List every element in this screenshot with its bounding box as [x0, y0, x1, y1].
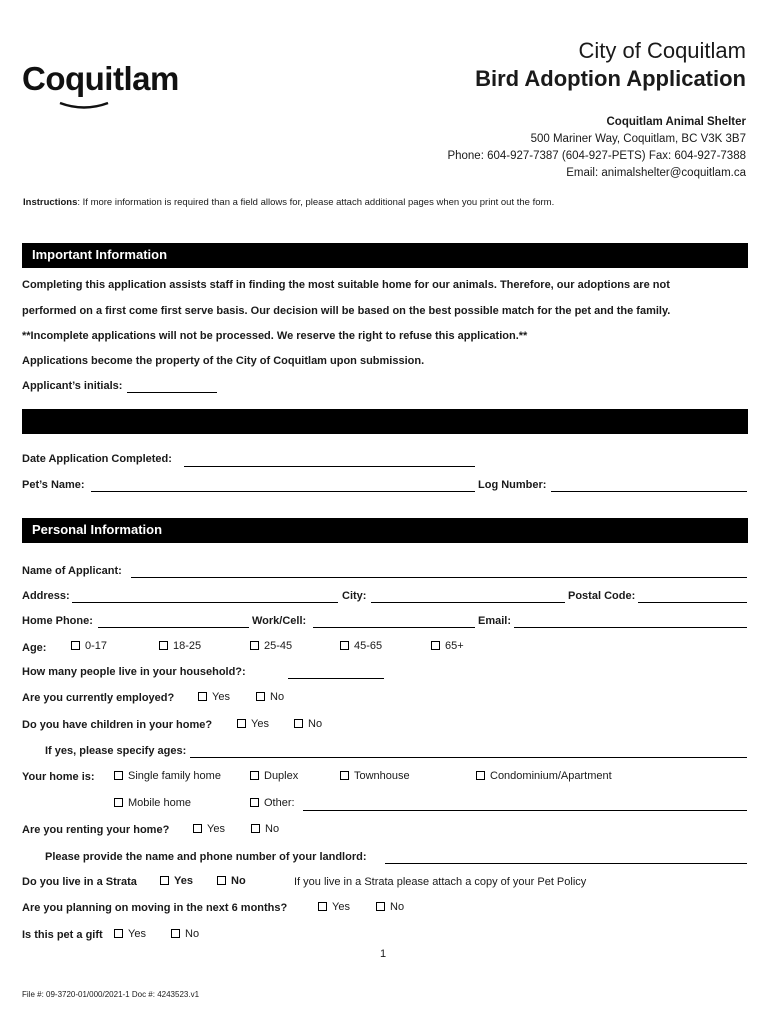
- strata-no[interactable]: No: [217, 875, 246, 887]
- city-field[interactable]: [371, 602, 565, 603]
- age-label: Age:: [22, 642, 47, 654]
- checkbox-icon[interactable]: [340, 641, 349, 650]
- checkbox-icon[interactable]: [376, 902, 385, 911]
- page-number: 1: [380, 948, 387, 960]
- renting-yes[interactable]: Yes: [193, 823, 225, 835]
- renting-no[interactable]: No: [251, 823, 279, 835]
- household-label: How many people live in your household?:: [22, 666, 246, 678]
- children-no[interactable]: No: [294, 718, 322, 730]
- shelter-phone: Phone: 604-927-7387 (604-927-PETS) Fax: 604-927-7388: [447, 150, 746, 162]
- home-type-label: Your home is:: [22, 771, 95, 783]
- applicant-name-label: Name of Applicant:: [22, 565, 122, 577]
- pet-name-field[interactable]: [91, 491, 475, 492]
- checkbox-icon[interactable]: [114, 929, 123, 938]
- landlord-label: Please provide the name and phone number of your landlord:: [45, 851, 367, 863]
- children-ages-field[interactable]: [190, 757, 747, 758]
- home-other-field[interactable]: [303, 810, 747, 811]
- email-label: Email:: [478, 615, 512, 627]
- age-option-18-25[interactable]: 18-25: [159, 640, 201, 652]
- strata-yes[interactable]: Yes: [160, 875, 193, 887]
- household-field[interactable]: [288, 678, 384, 679]
- important-line-3: **Incomplete applications will not be processed. We reserve the right to refuse this application.**: [22, 330, 528, 342]
- home-duplex[interactable]: Duplex: [250, 770, 298, 782]
- logo-swoosh-icon: [58, 100, 110, 110]
- checkbox-icon[interactable]: [198, 692, 207, 701]
- strata-label: Do you live in a Strata: [22, 876, 137, 888]
- checkbox-icon[interactable]: [256, 692, 265, 701]
- checkbox-icon[interactable]: [251, 824, 260, 833]
- postal-code-label: Postal Code:: [568, 590, 636, 602]
- gift-no[interactable]: No: [171, 928, 199, 940]
- application-bar: [22, 409, 748, 434]
- checkbox-icon[interactable]: [250, 641, 259, 650]
- page-title: Bird Adoption Application: [475, 66, 746, 91]
- checkbox-icon[interactable]: [217, 876, 226, 885]
- log-number-label: Log Number:: [478, 479, 547, 491]
- moving-no[interactable]: No: [376, 901, 404, 913]
- pet-name-label: Pet’s Name:: [22, 479, 85, 491]
- home-phone-label: Home Phone:: [22, 615, 93, 627]
- header-city: City of Coquitlam: [578, 38, 746, 63]
- home-other[interactable]: Other:: [250, 797, 295, 809]
- important-line-1: Completing this application assists staff in finding the most suitable home for our animals. Therefore, our adoptions are not: [22, 279, 670, 291]
- children-label: Do you have children in your home?: [22, 719, 213, 731]
- checkbox-icon[interactable]: [431, 641, 440, 650]
- renting-label: Are you renting your home?: [22, 824, 170, 836]
- personal-info-bar: [22, 518, 748, 543]
- age-option-25-45[interactable]: 25-45: [250, 640, 292, 652]
- checkbox-icon[interactable]: [340, 771, 349, 780]
- shelter-email: Email: animalshelter@coquitlam.ca: [566, 167, 746, 179]
- date-field[interactable]: [184, 466, 475, 467]
- city-label: City:: [342, 590, 367, 602]
- initials-field[interactable]: [127, 392, 217, 393]
- applicant-name-field[interactable]: [131, 577, 747, 578]
- employed-yes[interactable]: Yes: [198, 691, 230, 703]
- instructions: [23, 197, 554, 208]
- strata-note: If you live in a Strata please attach a copy of your Pet Policy: [294, 876, 587, 888]
- date-label: Date Application Completed:: [22, 453, 172, 465]
- personal-info-heading: Personal Information: [32, 522, 163, 537]
- shelter-name: Coquitlam Animal Shelter: [606, 116, 746, 128]
- children-yes[interactable]: Yes: [237, 718, 269, 730]
- initials-label: Applicant’s initials:: [22, 380, 123, 392]
- home-phone-field[interactable]: [98, 627, 249, 628]
- checkbox-icon[interactable]: [114, 771, 123, 780]
- important-line-2: performed on a first come first serve basis. Our decision will be based on the best possible match for the pet and the family.: [22, 305, 671, 317]
- email-field[interactable]: [514, 627, 747, 628]
- checkbox-icon[interactable]: [294, 719, 303, 728]
- checkbox-icon[interactable]: [476, 771, 485, 780]
- gift-yes[interactable]: Yes: [114, 928, 146, 940]
- file-reference: File #: 09-3720-01/000/2021-1 Doc #: 4243523.v1: [22, 990, 200, 999]
- checkbox-icon[interactable]: [171, 929, 180, 938]
- age-option-45-65[interactable]: 45-65: [340, 640, 382, 652]
- shelter-address: 500 Mariner Way, Coquitlam, BC V3K 3B7: [530, 133, 746, 145]
- landlord-field[interactable]: [385, 863, 747, 864]
- log-number-field[interactable]: [551, 491, 747, 492]
- address-label: Address:: [22, 590, 70, 602]
- checkbox-icon[interactable]: [159, 641, 168, 650]
- home-condominium[interactable]: Condominium/Apartment: [476, 770, 612, 782]
- address-field[interactable]: [72, 602, 338, 603]
- age-option-0-17[interactable]: 0-17: [71, 640, 107, 652]
- instructions-label: Instructions: [23, 197, 78, 208]
- checkbox-icon[interactable]: [250, 771, 259, 780]
- important-info-bar: [22, 243, 748, 268]
- checkbox-icon[interactable]: [237, 719, 246, 728]
- age-option-65-plus[interactable]: 65+: [431, 640, 464, 652]
- checkbox-icon[interactable]: [193, 824, 202, 833]
- home-townhouse[interactable]: Townhouse: [340, 770, 410, 782]
- gift-label: Is this pet a gift: [22, 929, 103, 941]
- checkbox-icon[interactable]: [318, 902, 327, 911]
- work-cell-field[interactable]: [313, 627, 475, 628]
- postal-code-field[interactable]: [638, 602, 747, 603]
- employed-no[interactable]: No: [256, 691, 284, 703]
- important-info-heading: Important Information: [32, 247, 168, 262]
- important-line-4: Applications become the property of the City of Coquitlam upon submission.: [22, 355, 425, 367]
- coquitlam-logo: [22, 60, 179, 98]
- instructions-text: : If more information is required than a field allows for, please attach additional pages when you print out the form.: [77, 197, 555, 208]
- employed-label: Are you currently employed?: [22, 692, 175, 704]
- checkbox-icon[interactable]: [114, 798, 123, 807]
- home-mobile[interactable]: Mobile home: [114, 797, 191, 809]
- children-ages-label: If yes, please specify ages:: [45, 745, 187, 757]
- contact-block: [447, 114, 746, 182]
- moving-yes[interactable]: Yes: [318, 901, 350, 913]
- checkbox-icon[interactable]: [160, 876, 169, 885]
- work-cell-label: Work/Cell:: [252, 615, 307, 627]
- moving-label: Are you planning on moving in the next 6 months?: [22, 902, 288, 914]
- checkbox-icon[interactable]: [250, 798, 259, 807]
- checkbox-icon[interactable]: [71, 641, 80, 650]
- logo-text: Coquitlam: [22, 60, 179, 97]
- home-single-family[interactable]: Single family home: [114, 770, 221, 782]
